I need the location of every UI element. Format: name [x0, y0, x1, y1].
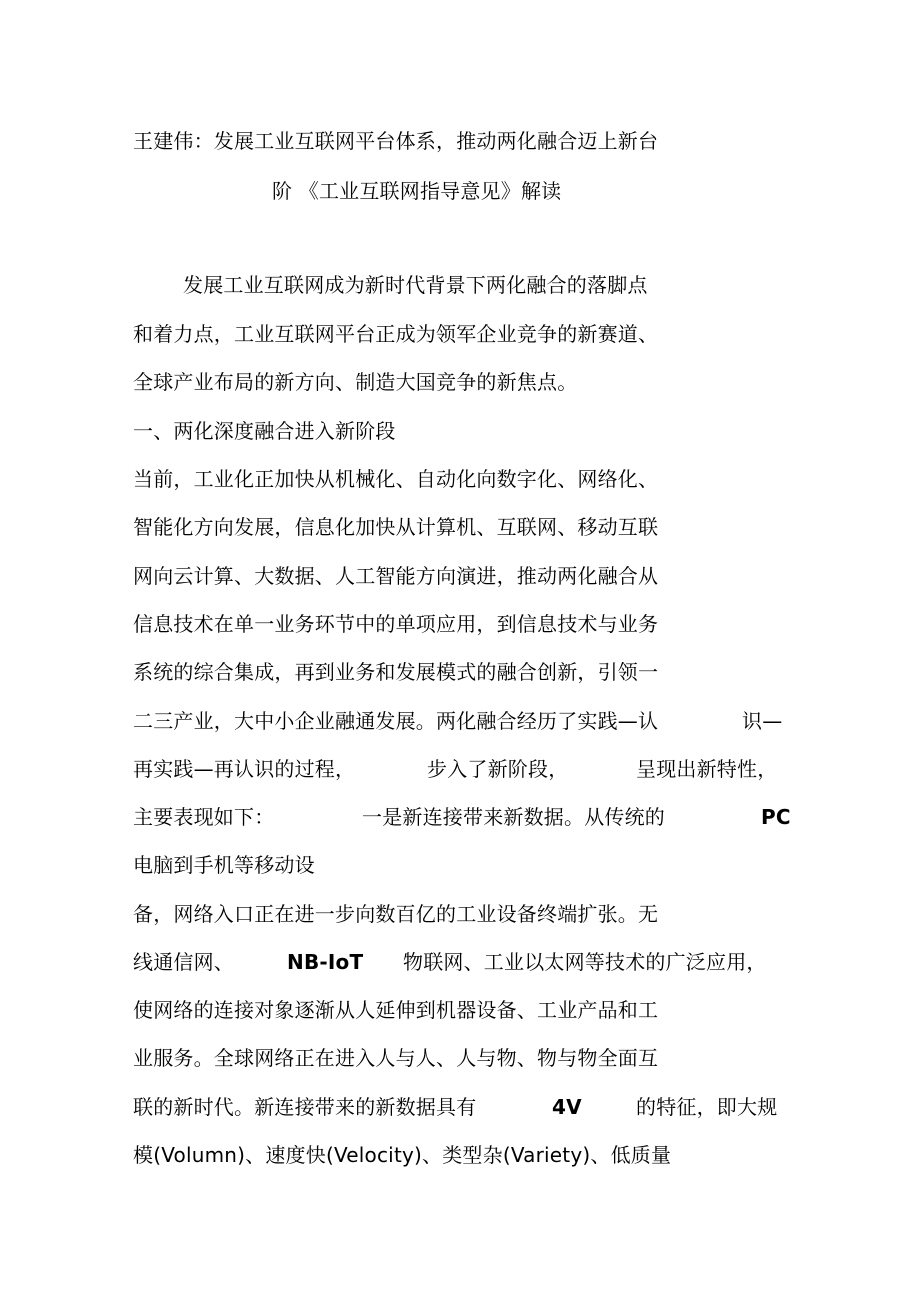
body-line-7c: 呈现出新特性， [636, 757, 778, 781]
body-line-6a: 二三产业，大中小企业融通发展。两化融合经历了实践—认 [133, 709, 659, 733]
body-line-8c: PC [761, 805, 791, 829]
body-line-14b: 4V [552, 1095, 582, 1119]
body-line-9: 电脑到手机等移动设 [133, 853, 315, 877]
body-line-4: 信息技术在单一业务环节中的单项应用，到信息技术与业务 [133, 612, 659, 636]
intro-line-2: 和着力点，工业互联网平台正成为领军企业竞争的新赛道、 [133, 322, 659, 346]
body-line-11b: NB-IoT [287, 950, 364, 974]
body-line-7b: 步入了新阶段， [427, 757, 569, 781]
body-line-10: 备，网络入口正在进一步向数百亿的工业设备终端扩张。无 [133, 902, 659, 926]
body-line-2: 智能化方向发展，信息化加快从计算机、互联网、移动互联 [133, 515, 659, 539]
body-line-8b: 一是新连接带来新数据。从传统的 [362, 805, 665, 829]
body-line-11a: 线通信网、 [133, 950, 234, 974]
body-line-14c: 的特征，即大规 [636, 1095, 778, 1119]
body-line-11c: 物联网、工业以太网等技术的广泛应用， [403, 950, 767, 974]
body-line-6b: 识— [742, 709, 783, 733]
section-heading-1: 一、两化深度融合进入新阶段 [133, 419, 396, 443]
body-line-3: 网向云计算、大数据、人工智能方向演进，推动两化融合从 [133, 564, 659, 588]
body-line-15: 模(Volumn)、速度快(Velocity)、类型杂(Variety)、低质量 [133, 1143, 672, 1167]
title-line-2: 阶 《工业互联网指导意见》解读 [272, 179, 562, 203]
title-line-1: 王建伟：发展工业互联网平台体系，推动两化融合迈上新台 [133, 129, 659, 153]
body-line-8a: 主要表现如下： [133, 805, 275, 829]
body-line-13: 业服务。全球网络正在进入人与人、人与物、物与物全面互 [133, 1046, 659, 1070]
body-line-7a: 再实践—再认识的过程， [133, 757, 356, 781]
body-line-12: 使网络的连接对象逐渐从人延伸到机器设备、工业产品和工 [133, 998, 659, 1022]
body-line-5: 系统的综合集成，再到业务和发展模式的融合创新，引领一 [133, 660, 659, 684]
intro-line-1: 发展工业互联网成为新时代背景下两化融合的落脚点 [183, 273, 648, 297]
body-line-14a: 联的新时代。新连接带来的新数据具有 [133, 1095, 477, 1119]
body-line-1: 当前，工业化正加快从机械化、自动化向数字化、网络化、 [133, 467, 659, 491]
intro-line-3: 全球产业布局的新方向、制造大国竞争的新焦点。 [133, 370, 578, 394]
